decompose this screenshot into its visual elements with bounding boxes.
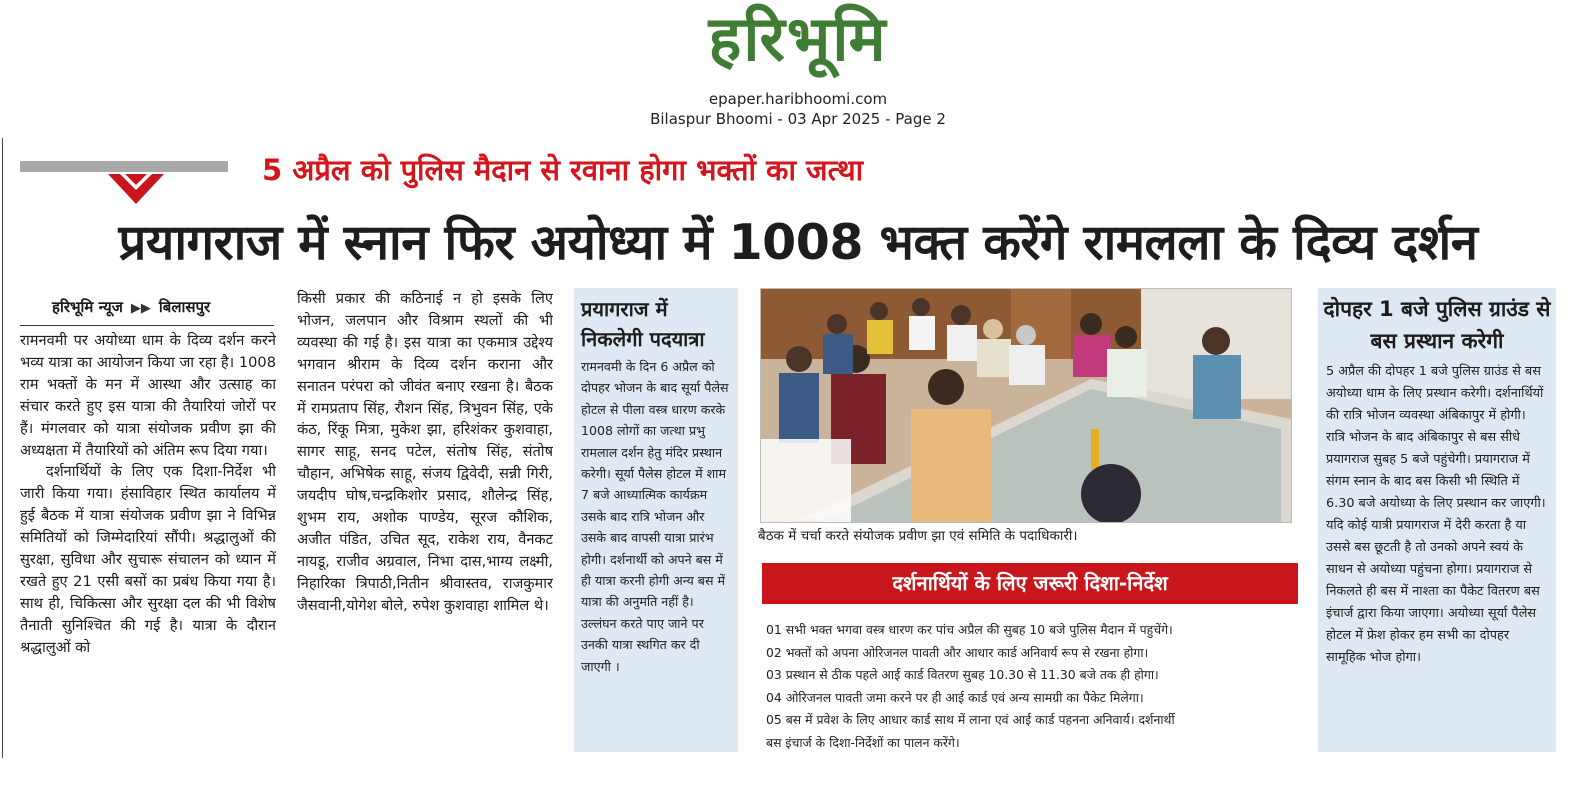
sidebar-box-title: प्रयागराज में निकलेगी पदयात्रा xyxy=(581,297,705,351)
guidelines-list xyxy=(766,619,1296,755)
decorative-bar xyxy=(20,161,228,172)
masthead-logo: हरिभूमि xyxy=(708,2,888,75)
site-url[interactable]: epaper.haribhoomi.com xyxy=(708,90,888,108)
article-paragraph: रामनवमी पर अयोध्या धाम के दिव्य दर्शन करने भव्य यात्रा का आयोजन किया जा रहा है। 1008 राम भक्तों के मन में आस्था और उत्साह का संचार करते हुए इस यात्रा की तैयारियां जोरों पर हैं। मंगलवार को यात्रा संयोजक प्रवीण झा की अध्यक्षता में तैयारियों को अंतिम रूप दिया गया। xyxy=(20,332,276,459)
sidebar-box-text: 5 अप्रैल की दोपहर 1 बजे पुलिस ग्राउंड से बस अयोध्या धाम के लिए प्रस्थान करेगी। दर्शनार्थियों की रात्रि भोजन व्यवस्था अंबिकापुर में होगी। रात्रि भोजन के बाद अंबिकापुर से बस सीधे प्रयागराज सुबह 5 बजे पहुंचेगी। प्रयागराज में संगम स्नान के बाद बस किसी भी स्थिति में 6.30 बजे अयोध्या के लिए प्रस्थान कर जाएगी। यदि कोई यात्री प्रयागराज में देरी करता है या उससे बस छूटती है तो उनको अपने स्वयं के साधन से अयोध्या पहुंचना होगा। प्रयागराज से निकलते ही बस में नाश्ता का पैकेट वितरण बस इंचार्ज द्वारा किया जाएगा। अयोध्या सूर्या पैलेस होटल में फ्रेश होकर हम सभी का दोपहर सामूहिक भोज होगा। xyxy=(1326,364,1546,665)
article-headline: प्रयागराज में स्नान फिर अयोध्या में 1008 भक्त करेंगे रामलला के दिव्य दर्शन xyxy=(118,214,1478,271)
guideline-item: बस इंचार्ज के दिशा-निर्देशों का पालन करेंगे। xyxy=(766,734,960,750)
byline-rule xyxy=(20,325,274,326)
guideline-item: 03 प्रस्थान से ठीक पहले आई कार्ड वितरण सुबह 10.30 से 11.30 बजे तक ही होगा। xyxy=(766,667,1159,683)
guidelines-banner: दर्शनार्थियों के लिए जरूरी दिशा-निर्देश xyxy=(762,563,1298,604)
guideline-item: 05 बस में प्रवेश के लिए आधार कार्ड साथ में लाना एवं आई कार्ड पहनना अनिवार्य। दर्शनार्थी xyxy=(766,712,1175,728)
guideline-item: 04 ओरिजनल पावती जमा करने पर ही आई कार्ड एवं अन्य सामग्री का पैकेट मिलेगा। xyxy=(766,689,1144,705)
byline-separator-icon: ▶▶ xyxy=(130,301,151,316)
article-paragraph: दर्शनार्थियों के लिए एक दिशा-निर्देश भी जारी किया गया। हंसाविहार स्थित कार्यालय में हुई बैठक में यात्रा संयोजक प्रवीण झा ने विभिन्न समितियों को जिम्मेदारियां सौंपी। श्रद्धालुओं की सुरक्षा, सुविधा और सुचारू संचालन को ध्यान में रखते हुए 21 एसी बसों का प्रबंध किया गया है। साथ ही, चिकित्सा और सुरक्षा दल की भी विशेष तैनाती सुनिश्चित की गई है। यात्रा के दौरान श्रद्धालुओं को xyxy=(20,463,276,656)
red-chevron-icon xyxy=(108,174,164,208)
byline-source: हरिभूमि न्यूज xyxy=(52,298,123,316)
guideline-item: 01 सभी भक्त भगवा वस्त्र धारण कर पांच अप्रैल की सुबह 10 बजे पुलिस मैदान में पहुचेंगे। xyxy=(766,622,1173,637)
byline xyxy=(52,297,210,317)
edition-info: Bilaspur Bhoomi - 03 Apr 2025 - Page 2 xyxy=(650,110,946,128)
article-paragraph: किसी प्रकार की कठिनाई न हो इसके लिए भोजन, जलपान और विश्राम स्थलों की भी व्यवस्था की गई है। इस यात्रा का एकमात्र उद्देश्य भगवान श्रीराम के दिव्य दर्शन कराना और सनातन परंपरा को जीवंत बनाए रखना है। बैठक में रामप्रताप सिंह, रौशन सिंह, त्रिभुवन सिंह, एके कंठ, रिंकू मित्रा, मुकेश झा, हरिशंकर कुशवाहा, सागर साहू, सनद पटेल, संतोष सिंह, संतोष चौहान, अभिषेक साहू, संजय द्विवेदी, सन्नी गिरी, जयदीप घोष,चन्द्रकिशोर प्रसाद, शौलेन्द्र सिंह, शुभम राय, अशोक पाण्डेय, सूरज कौशिक, अजीत पंडित, उचित सूद, राकेश राय, वैनकट नायडू, राजीव अग्रवाल, निभा दास,भाग्य लक्ष्मी, निहारिका त्रिपाठी,नितीन श्रीवास्तव, राजकुमार जैसवानी,योगेश बोले, रुपेश कुशवाहा शामिल थे। xyxy=(297,290,553,614)
sidebar-box-padyatra xyxy=(574,288,738,752)
article-kicker: 5 अप्रैल को पुलिस मैदान से रवाना होगा भक्तों का जत्था xyxy=(262,153,864,187)
byline-place: बिलासपुर xyxy=(158,298,211,316)
meeting-photo-illustration xyxy=(761,289,1291,522)
article-column-2 xyxy=(297,288,553,758)
sidebar-box-bus-departure xyxy=(1318,288,1556,752)
photo-caption: बैठक में चर्चा करते संयोजक प्रवीण झा एवं समिति के पदाधिकारी। xyxy=(758,528,1078,544)
guideline-item: 02 भक्तों को अपना ओरिजनल पावती और आधार कार्ड अनिवार्य रूप से रखना होगा। xyxy=(766,644,1149,660)
sidebar-box-title: दोपहर 1 बजे पुलिस ग्राउंड से बस प्रस्थान करेगी xyxy=(1323,297,1551,353)
sidebar-box-text: रामनवमी के दिन 6 अप्रैल को दोपहर भोजन के बाद सूर्या पैलेस होटल से पीला वस्त्र धारण करके 1008 लोगों का जत्था प्रभु रामलाल दर्शन हेतु मंदिर प्रस्थान करेगी। सूर्या पैलेस होटल में शाम 7 बजे आध्यात्मिक कार्यक्रम उसके बाद रात्रि भोजन और उसके बाद वापसी यात्रा प्रारंभ होगी। दर्शनार्थी को अपने बस में ही यात्रा करनी होगी अन्य बस में यात्रा की अनुमति नहीं है। उल्लंघन करते पाए जाने पर उनकी यात्रा स्थगित कर दी जाएगी । xyxy=(581,359,729,674)
meeting-photo xyxy=(760,288,1292,523)
article-column-1 xyxy=(20,330,276,750)
